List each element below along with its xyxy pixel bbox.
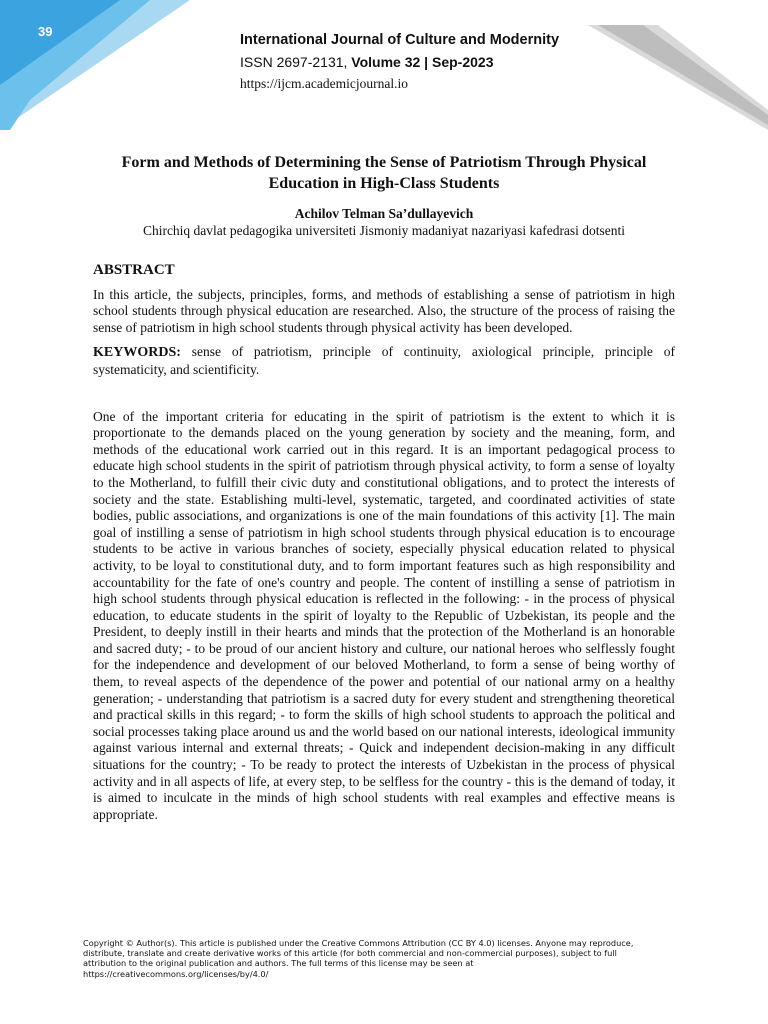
body-paragraph: One of the important criteria for educating in the spirit of patriotism is the extent to which it is proportionate to the demands placed on the young generation by society and the meaning, form, and methods of the educational work carried out in this regard. It is an important pedagogical process to educate high school students in the spirit of patriotism through physical activity, to form a sense of loyalty to the Motherland, to fulfill their civic duty and constitutional obligations, and to protect the interests of society and the state. Establishing multi-level, systematic, targeted, and coordinated activities of state bodies, public associations, and organizations is one of the main foundations of this activity [1]. The main goal of instilling a sense of patriotism in high school students through physical education is to encourage students to be active in various branches of society, especially physical education related to physical activity, to be loyal to constitutional duty, and to form important features such as high responsibility and accountability for the fate of one's country and people. The content of instilling a sense of patriotism in high school students through physical education is reflected in the following: - in the process of physical education, to educate students in the spirit of loyalty to the Republic of Uzbekistan, its people and the President, to deeply instill in their hearts and minds that the protection of the Motherland is an honorable and sacred duty; - to be proud of our ancient history and culture, our national heroes who selflessly fought for the independence and development of our beloved Motherland, to form a sense of being worthy of them, to reveal aspects of the dependence of the power and potential of our national army on a healthy generation; - understanding that patriotism is a sacred duty for every student and strengthening theoretical and practical skills in this regard; - to form the skills of high school students to approach the political and social processes taking place around us and the world based on our national interests, ideological immunity against various internal and external threats; - Quick and independent decision-making in any difficult situations for the country; - To be ready to protect the interests of Uzbekistan in the process of physical activity and in all aspects of life, at every step, to be selfless for the country - this is the demand of today, it is aimed to inculcate in the minds of high school students with real examples and effective means is appropriate. xyxy=(93,408,675,822)
author-block xyxy=(93,205,675,239)
issn-separator: | xyxy=(420,54,432,70)
abstract-heading: ABSTRACT xyxy=(93,262,175,278)
journal-date: Sep-2023 xyxy=(432,54,494,70)
journal-url-link[interactable]: https://ijcm.academicjournal.io xyxy=(240,76,408,91)
keywords-text: sense of patriotism, principle of continuity, axiological principle, principle of systematicity, and scientificity. xyxy=(93,344,675,377)
keywords-label: KEYWORDS: xyxy=(93,345,181,361)
journal-name: International Journal of Culture and Modernity xyxy=(240,32,560,48)
article-content xyxy=(93,262,675,823)
header-corner-decoration-left xyxy=(0,0,200,130)
journal-header xyxy=(240,32,559,92)
journal-issn-line xyxy=(240,54,559,70)
keywords-line xyxy=(93,344,675,378)
article-title: Form and Methods of Determining the Sense of Patriotism Through Physical Education in High-Class Students xyxy=(121,154,647,192)
author-name: Achilov Telman Sa’dullayevich xyxy=(294,206,474,221)
abstract-text: In this article, the subjects, principles, forms, and methods of establishing a sense of patriotism in high school students through physical education are researched. Also, the structure of the process of raising the sense of patriotism in high school students through physical activity has been developed. xyxy=(93,286,675,335)
page-number: 39 xyxy=(38,24,53,39)
author-affiliation: Chirchiq davlat pedagogika universiteti Jismoniy madaniyat nazariyasi kafedrasi dotsenti xyxy=(142,223,626,238)
header-corner-decoration-right xyxy=(588,0,768,130)
journal-issn: ISSN 2697-2131, xyxy=(240,54,352,70)
journal-volume: Volume 32 xyxy=(351,54,421,70)
license-footer: Copyright © Author(s). This article is published under the Creative Commons Attribution (CC BY 4.0) licenses. Anyone may reproduce, distribute, translate and create derivative works of this article (for both commercial and non-commercial purposes), subject to full attribution to the original publication and authors. The full terms of this license may be seen at https://creativecommons.org/licenses/by/4.0/ xyxy=(83,938,634,979)
